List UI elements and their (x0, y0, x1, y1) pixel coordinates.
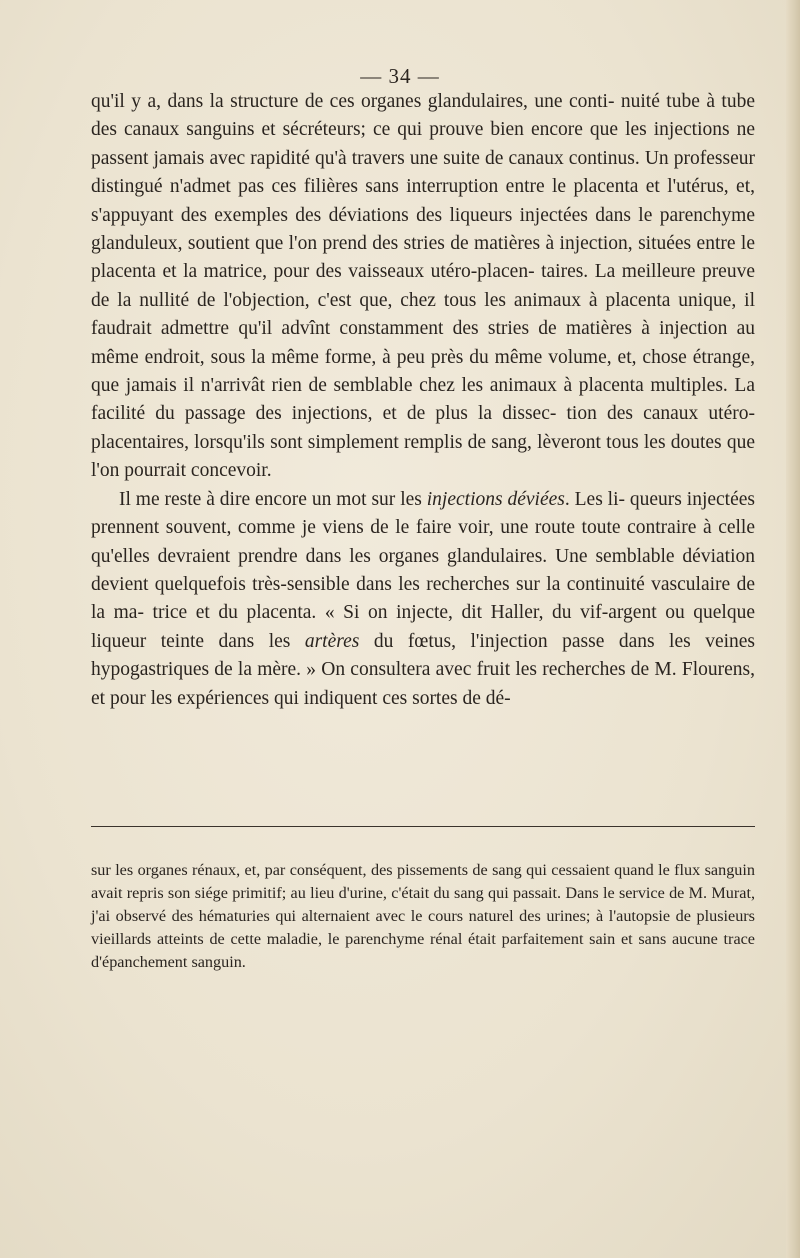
paragraph-2-part-1: Il me reste à dire encore un mot sur les (119, 488, 427, 510)
paragraph-1: qu'il y a, dans la structure de ces organes glandulaires, une conti- nuité tube à tube des canaux sanguins et sécréteurs; ce qui prouve bien encore que les injections ne passent jamais avec rapidité qu'à travers une suite de canaux continus. Un professeur distingué n'admet pas ces filières sans interruption entre le placenta et l'utérus, et, s'appuyant des exemples des déviations des liqueurs injectées dans le parenchyme glanduleux, soutient que l'on prend des stries de matières à injection, situées entre le placenta et la matrice, pour des vaisseaux utéro-placen- taires. La meilleure preuve de la nullité de l'objection, c'est que, chez tous les animaux à placenta unique, il faudrait admettre qu'il advînt constamment des stries de matières à injection au même endroit, sous la même forme, à peu près du même volume, et, chose étrange, que jamais il n'arrivât rien de semblable chez les animaux à placenta multiples. La facilité du passage des injections, et de plus la dissec- tion des canaux utéro-placentaires, lorsqu'ils sont simplement remplis de sang, lèveront tous les doutes que l'on pourrait concevoir. (91, 91, 755, 482)
italic-term-arteres: artères (304, 630, 360, 652)
italic-term-injections-deviees: injections déviées (426, 488, 565, 510)
paragraph-2-part-2: . Les li- queurs injectées prennent souvent, comme je viens de le faire voir, une route toute contraire à celle qu'elles devraient prendre dans les organes glandulaires. Une semblable déviation devient quelquefois très-sensible dans les recherches sur la continuité vasculaire de la ma- trice et du placenta. « Si on injecte, dit Haller, du vif-argent ou quelque liqueur teinte dans les (91, 488, 755, 652)
footnote-text: sur les organes rénaux, et, par conséquent, des pissements de sang qui cessaient quand le flux sanguin avait repris son siége primitif; au lieu d'urine, c'était du sang qui passait. Dans le service de M. Murat, j'ai observé des hématuries qui alternaient avec le cours naturel des urines; à l'autopsie de plusieurs vieillards atteints de cette maladie, le parenchyme rénal était parfaitement sain et sans aucune trace d'épanchement sanguin. (91, 861, 755, 971)
paragraph-2 (91, 486, 755, 713)
page-number: — 34 — (360, 64, 440, 88)
footnote (91, 859, 755, 974)
paragraph-2-part-3: du fœtus, l'injection passe dans les veines hypogastriques de la mère. » On consultera avec fruit les recherches de M. Flourens, et pour les expériences qui indiquent ces sortes de dé- (91, 630, 756, 709)
footnote-separator (91, 826, 755, 827)
main-text-body (91, 88, 755, 713)
page-edge-shadow (786, 0, 800, 1258)
